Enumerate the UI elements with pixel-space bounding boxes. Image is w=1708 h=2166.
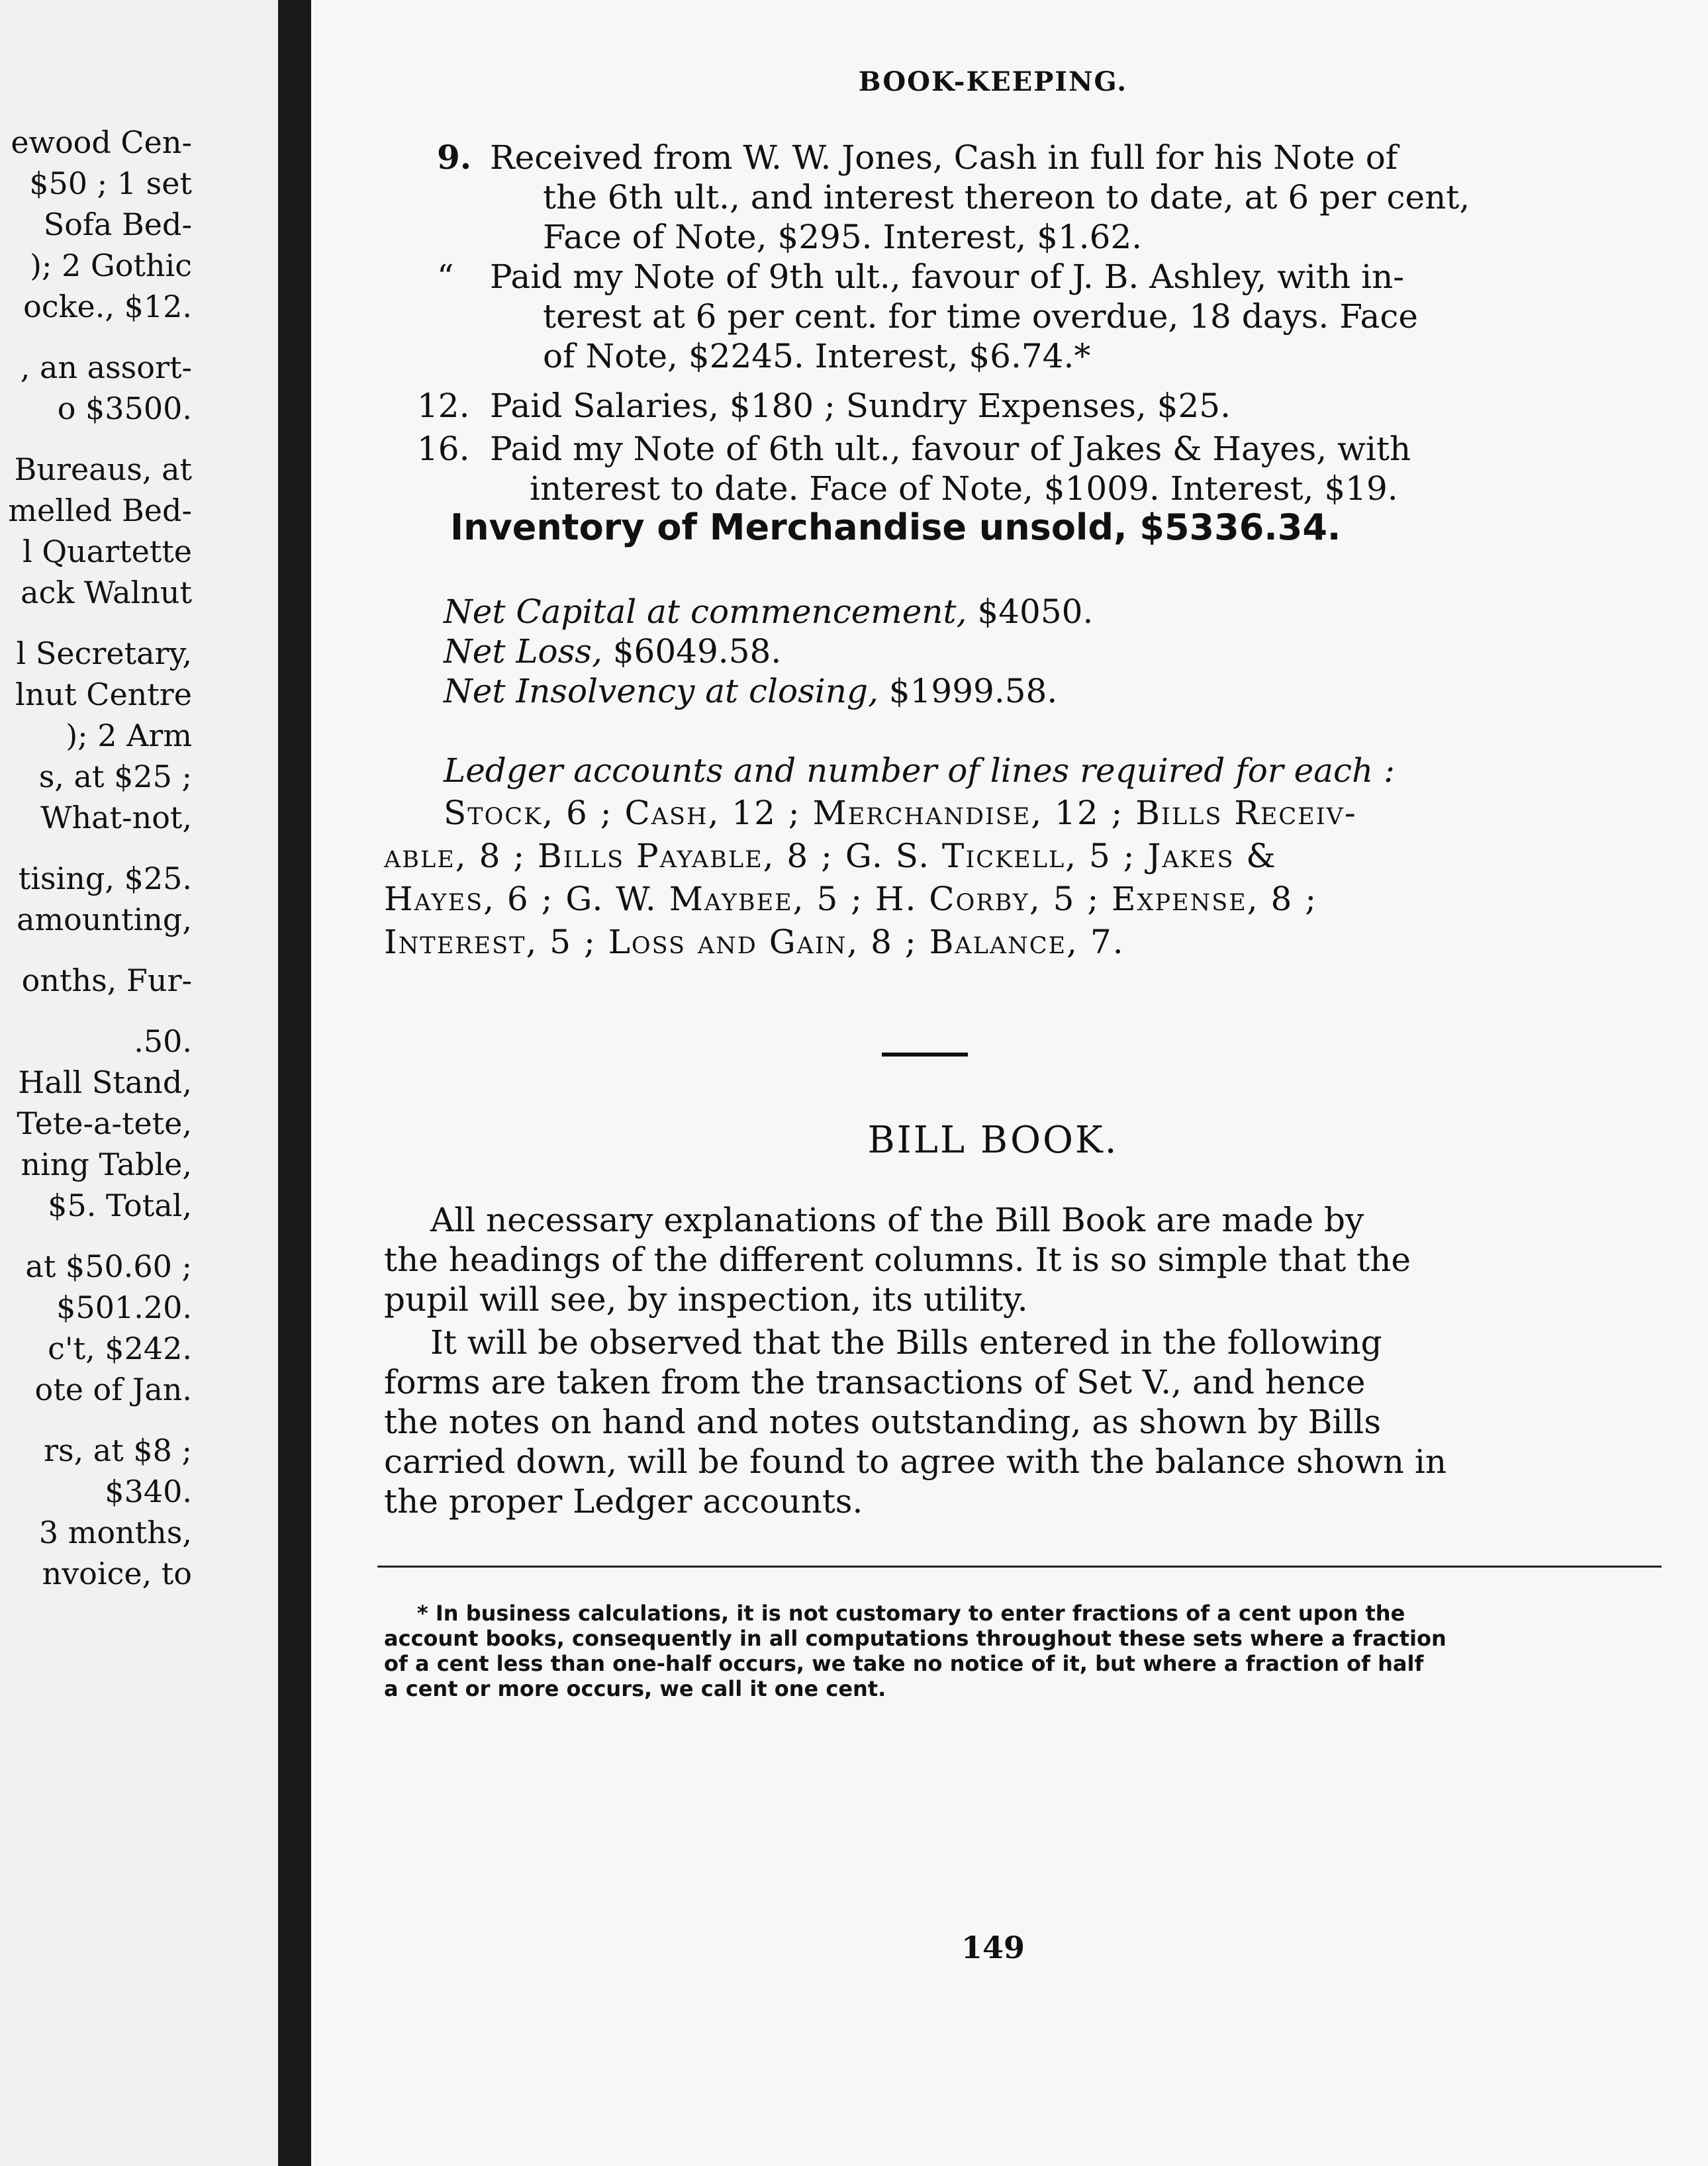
- left-page-line: rs, at $8 ;: [43, 1433, 192, 1468]
- transaction-line: interest to date. Face of Note, $1009. Interest, $19.: [530, 469, 1398, 508]
- paragraph-line: pupil will see, by inspection, its utility.: [384, 1280, 1028, 1319]
- left-page-line: lnut Centre: [15, 677, 192, 712]
- left-page-line: ack Walnut: [21, 575, 192, 610]
- ledger-line: Interest, 5 ; Loss and Gain, 8 ; Balance, 7.: [384, 923, 1125, 961]
- paragraph-line: It will be observed that the Bills entered in the following: [430, 1323, 1382, 1362]
- summary-line: Net Loss, $6049.58.: [444, 632, 782, 671]
- transaction-number: 9.: [437, 138, 472, 177]
- left-page-line: tising, $25.: [18, 861, 192, 896]
- left-page-line: l Secretary,: [16, 636, 192, 671]
- paragraph-line: carried down, will be found to agree with the balance shown in: [384, 1442, 1447, 1481]
- footnote-line: of a cent less than one-half occurs, we take no notice of it, but where a fraction of half: [384, 1651, 1424, 1676]
- left-page-line: $340.: [105, 1474, 192, 1509]
- left-page-line: .50.: [134, 1023, 192, 1059]
- transaction-line: of Note, $2245. Interest, $6.74.*: [543, 337, 1091, 375]
- left-page-line: $501.20.: [56, 1290, 192, 1325]
- transaction-line: Received from W. W. Jones, Cash in full for his Note of: [490, 138, 1398, 177]
- left-page-line: c't, $242.: [48, 1331, 192, 1366]
- transaction-number: 12.: [417, 387, 470, 425]
- transaction-number: “: [437, 258, 454, 296]
- left-page-fragment: [0, 0, 278, 2166]
- footnote-rule: [377, 1566, 1662, 1568]
- left-page-line: What-not,: [40, 800, 192, 835]
- left-page-line: nvoice, to: [42, 1556, 192, 1591]
- summary-line: Net Insolvency at closing, $1999.58.: [444, 672, 1058, 710]
- left-page-line: at $50.60 ;: [25, 1248, 192, 1284]
- left-page-line: s, at $25 ;: [38, 759, 192, 794]
- running-head: BOOK-KEEPING.: [858, 66, 1128, 97]
- left-page-line: Tete-a-tete,: [17, 1106, 192, 1141]
- inventory-line: Inventory of Merchandise unsold, $5336.34.: [450, 506, 1341, 548]
- footnote-line: account books, consequently in all computations throughout these sets where a fraction: [384, 1626, 1447, 1651]
- left-page-line: ); 2 Gothic: [30, 248, 192, 283]
- section-title: BILL BOOK.: [867, 1119, 1119, 1162]
- left-page-line: amounting,: [17, 902, 192, 937]
- left-page-line: ocke., $12.: [23, 289, 192, 324]
- left-page-line: , an assort-: [20, 350, 192, 385]
- left-page-line: 3 months,: [38, 1515, 192, 1550]
- left-page-line: ning Table,: [21, 1147, 192, 1182]
- ledger-line: Hayes, 6 ; G. W. Maybee, 5 ; H. Corby, 5 ; Expense, 8 ;: [384, 880, 1318, 918]
- ledger-line: able, 8 ; Bills Payable, 8 ; G. S. Tickell, 5 ; Jakes &: [384, 837, 1277, 875]
- page-number: 149: [961, 1930, 1025, 1965]
- footnote-line: * In business calculations, it is not customary to enter fractions of a cent upon the: [417, 1601, 1405, 1626]
- left-page-line: Sofa Bed-: [43, 207, 192, 242]
- left-page-line: ewood Cen-: [11, 124, 192, 160]
- transaction-line: Paid my Note of 9th ult., favour of J. B. Ashley, with in-: [490, 258, 1405, 296]
- paragraph-line: the proper Ledger accounts.: [384, 1482, 863, 1521]
- left-page-line: ); 2 Arm: [66, 718, 192, 753]
- ledger-heading: Ledger accounts and number of lines required for each :: [444, 751, 1395, 790]
- left-page-line: o $3500.: [57, 391, 192, 426]
- left-page-line: onths, Fur-: [21, 963, 192, 998]
- left-page-line: $5. Total,: [48, 1188, 192, 1223]
- paragraph-line: All necessary explanations of the Bill Book are made by: [430, 1201, 1364, 1239]
- left-page-line: $50 ; 1 set: [29, 165, 192, 201]
- transaction-line: terest at 6 per cent. for time overdue, 18 days. Face: [543, 297, 1418, 336]
- left-page-line: ote of Jan.: [34, 1372, 192, 1407]
- ledger-line: Stock, 6 ; Cash, 12 ; Merchandise, 12 ; Bills Receiv-: [444, 794, 1357, 832]
- left-page-line: Hall Stand,: [18, 1064, 192, 1100]
- transaction-line: the 6th ult., and interest thereon to date, at 6 per cent,: [543, 178, 1470, 216]
- summary-line: Net Capital at commencement, $4050.: [444, 592, 1094, 631]
- book-page: [311, 0, 1708, 2166]
- section-divider: [882, 1053, 968, 1057]
- paragraph-line: forms are taken from the transactions of Set V., and hence: [384, 1363, 1366, 1401]
- transaction-line: Face of Note, $295. Interest, $1.62.: [543, 218, 1143, 256]
- left-page-line: l Quartette: [23, 534, 192, 569]
- paragraph-line: the notes on hand and notes outstanding, as shown by Bills: [384, 1403, 1381, 1441]
- transaction-number: 16.: [417, 430, 470, 468]
- left-page-line: Bureaus, at: [14, 451, 192, 487]
- transaction-line: Paid my Note of 6th ult., favour of Jakes & Hayes, with: [490, 430, 1411, 468]
- footnote-line: a cent or more occurs, we call it one cent.: [384, 1676, 886, 1701]
- left-page-line: melled Bed-: [8, 493, 192, 528]
- paragraph-line: the headings of the different columns. It is so simple that the: [384, 1241, 1411, 1279]
- transaction-line: Paid Salaries, $180 ; Sundry Expenses, $25.: [490, 387, 1231, 425]
